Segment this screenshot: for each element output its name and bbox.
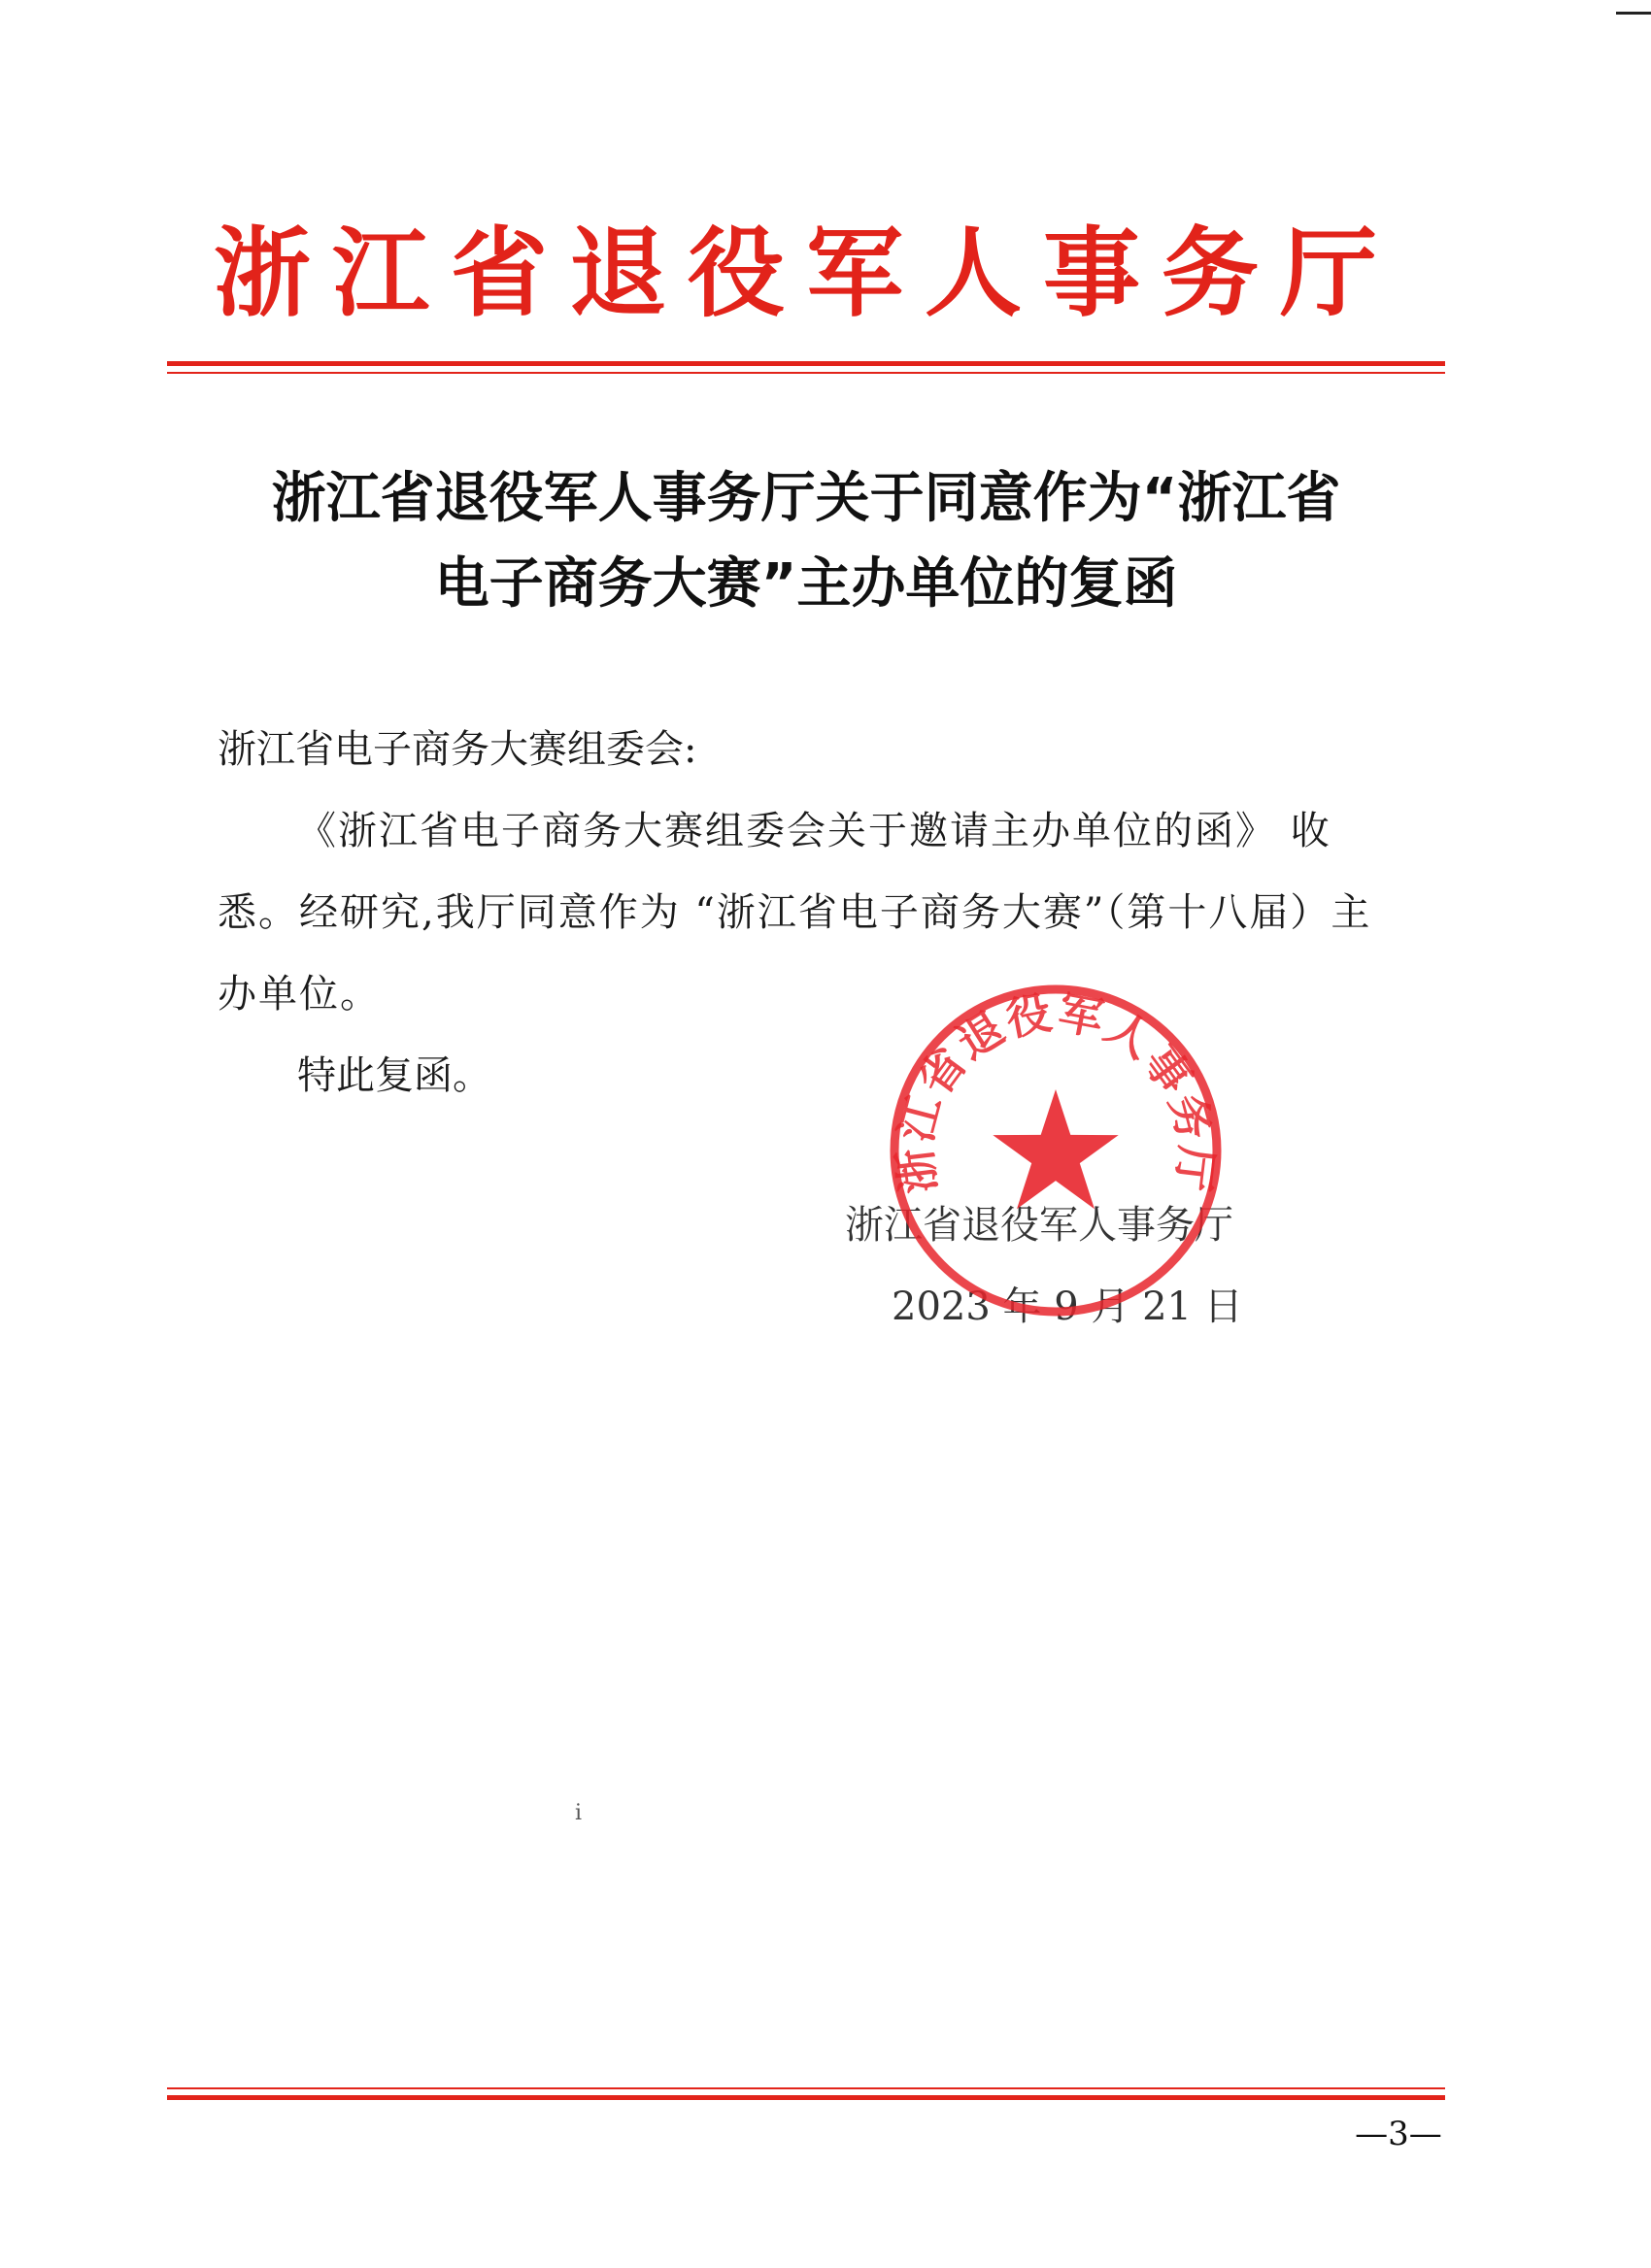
letterhead-title: 浙江省退役军人事务厅 (214, 217, 1398, 330)
body-paragraph: 《浙江省电子商务大赛组委会关于邀请主办单位的函》 收悉。经研究,我厅同意作为 “浙江省电子商务大赛”（第十八届）主办单位。 (218, 809, 1372, 1017)
official-seal (886, 981, 1226, 1320)
stray-mark: i (575, 1801, 583, 1825)
star-icon (993, 1089, 1118, 1209)
document-title-line-1: 浙江省退役军人事务厅关于同意作为“浙江省 (271, 467, 1341, 530)
document-title (165, 456, 1447, 627)
page-number: —3— (1355, 2115, 1442, 2153)
corner-mark (1616, 12, 1651, 15)
document-title-line-2: 电子商务大赛”主办单位的复函 (434, 552, 1178, 616)
header-red-rule (167, 361, 1445, 374)
signer-name: 浙江省退役军人事务厅 (845, 1203, 1233, 1248)
footer-red-rule (167, 2087, 1445, 2100)
salutation: 浙江省电子商务大赛组委会: (218, 727, 697, 772)
seal-text: 浙江省退役军人事务厅 (888, 985, 1224, 1196)
closing-line: 特此复函。 (297, 1053, 491, 1098)
signature-date: 2023 年 9 月 21 日 (892, 1284, 1243, 1329)
document-body (218, 709, 1412, 1117)
